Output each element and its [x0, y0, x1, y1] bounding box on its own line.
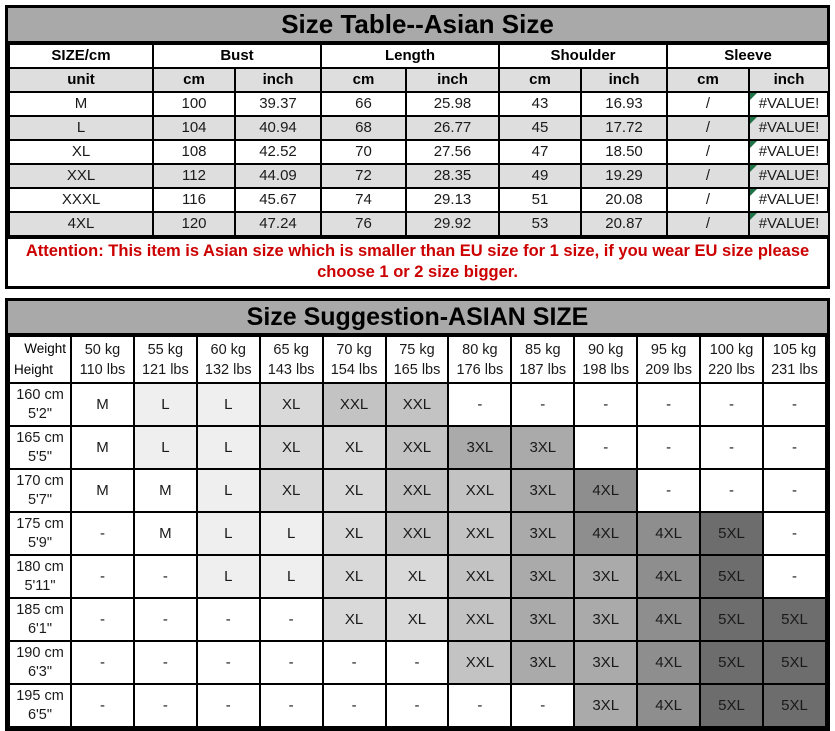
size-suggestion-cell: XL — [323, 555, 386, 598]
size-label-cell: 4XL — [9, 212, 153, 236]
unit-header-cell: cm — [499, 68, 581, 92]
weight-header-cell — [448, 336, 511, 383]
size-suggestion-cell: - — [386, 684, 449, 727]
suggestion-row-160-cm — [9, 383, 826, 426]
weight-height-corner-cell — [9, 336, 71, 383]
size-suggestion-cell: 4XL — [637, 512, 700, 555]
size-suggestion-cell: 4XL — [637, 555, 700, 598]
weight-lbs-label: 121 lbs — [141, 361, 189, 378]
size-suggestion-cell: 3XL — [574, 555, 637, 598]
measurement-cell: 100 — [153, 92, 235, 116]
weight-lbs-label: 198 lbs — [582, 361, 630, 378]
weight-kg-label: 75 kg — [399, 341, 435, 358]
size-suggestion-cell: 3XL — [511, 512, 574, 555]
size-row-4xl — [9, 212, 829, 236]
size-label-cell: XXL — [9, 164, 153, 188]
size-suggestion-cell: - — [386, 641, 449, 684]
height-header-cell — [9, 512, 71, 555]
weight-lbs-label: 187 lbs — [519, 361, 567, 378]
size-suggestion-cell: 4XL — [637, 684, 700, 727]
size-suggestion-cell: 5XL — [763, 684, 826, 727]
size-suggestion-cell: - — [763, 426, 826, 469]
size-suggestion-cell: 4XL — [637, 598, 700, 641]
height-ft-label: 5'7" — [27, 491, 53, 508]
size-suggestion-cell: XL — [386, 555, 449, 598]
weight-kg-label: 55 kg — [147, 341, 184, 358]
height-ft-label: 6'3" — [27, 663, 53, 680]
measurement-cell: 28.35 — [406, 164, 499, 188]
size-suggestion-cell: - — [637, 426, 700, 469]
unit-header-cell: inch — [581, 68, 667, 92]
column-group-size-cm: SIZE/cm — [9, 44, 153, 68]
value-error-cell: #VALUE! — [749, 212, 829, 236]
measurement-cell: / — [667, 92, 749, 116]
size-suggestion-cell: L — [260, 555, 323, 598]
size-table-title: Size Table--Asian Size — [8, 8, 827, 43]
size-suggestion-cell: - — [134, 684, 197, 727]
weight-header-cell — [511, 336, 574, 383]
size-table-unit-row — [9, 68, 829, 92]
weight-lbs-label: 231 lbs — [771, 361, 818, 378]
value-error-cell: #VALUE! — [749, 92, 829, 116]
size-suggestion-cell: - — [700, 426, 763, 469]
column-group-sleeve: Sleeve — [667, 44, 829, 68]
measurement-cell: 66 — [321, 92, 406, 116]
measurement-cell: 25.98 — [406, 92, 499, 116]
measurement-cell: 42.52 — [235, 140, 321, 164]
measurement-cell: 72 — [321, 164, 406, 188]
size-suggestion-cell: - — [323, 641, 386, 684]
size-suggestion-cell: 5XL — [763, 641, 826, 684]
measurement-cell: 26.77 — [406, 116, 499, 140]
size-suggestion-cell: L — [134, 383, 197, 426]
unit-header-cell: inch — [235, 68, 321, 92]
size-suggestion-cell: XL — [260, 426, 323, 469]
weight-kg-label: 85 kg — [525, 341, 561, 358]
measurement-cell: 17.72 — [581, 116, 667, 140]
height-ft-label: 5'11" — [24, 577, 56, 594]
size-table-header-row — [9, 44, 829, 68]
value-error-cell: #VALUE! — [749, 164, 829, 188]
size-suggestion-cell: - — [574, 426, 637, 469]
size-suggestion-cell: 3XL — [511, 426, 574, 469]
measurement-cell: 47.24 — [235, 212, 321, 236]
size-suggestion-cell: 5XL — [700, 512, 763, 555]
weight-header-cell — [323, 336, 386, 383]
measurement-cell: 49 — [499, 164, 581, 188]
weight-kg-label: 50 kg — [84, 341, 121, 358]
height-header-cell — [9, 383, 71, 426]
measurement-cell: 16.93 — [581, 92, 667, 116]
size-suggestion-cell: XXL — [386, 469, 449, 512]
size-suggestion-cell: XXL — [323, 383, 386, 426]
size-suggestion-cell: 4XL — [574, 469, 637, 512]
size-suggestion-cell: - — [448, 383, 511, 426]
measurement-cell: 20.08 — [581, 188, 667, 212]
size-row-xxxl — [9, 188, 829, 212]
size-suggestion-cell: L — [197, 555, 260, 598]
size-suggestion-cell: 3XL — [511, 469, 574, 512]
unit-header-cell: unit — [9, 68, 153, 92]
size-label-cell: L — [9, 116, 153, 140]
measurement-cell: / — [667, 212, 749, 236]
size-table-section — [5, 5, 830, 289]
value-error-cell: #VALUE! — [749, 140, 829, 164]
weight-kg-label: 90 kg — [587, 341, 624, 358]
measurement-cell: 19.29 — [581, 164, 667, 188]
weight-kg-label: 65 kg — [273, 341, 309, 358]
size-suggestion-cell: 3XL — [511, 555, 574, 598]
measurement-cell: 29.92 — [406, 212, 499, 236]
measurement-cell: 76 — [321, 212, 406, 236]
size-suggestion-cell: XL — [260, 383, 323, 426]
size-suggestion-cell: 3XL — [511, 598, 574, 641]
suggestion-row-195-cm — [9, 684, 826, 727]
size-label-cell: M — [9, 92, 153, 116]
weight-lbs-label: 110 lbs — [79, 361, 126, 378]
weight-header-cell — [386, 336, 449, 383]
size-suggestion-cell: XL — [386, 598, 449, 641]
column-group-length: Length — [321, 44, 499, 68]
weight-header-cell — [260, 336, 323, 383]
unit-header-cell: cm — [153, 68, 235, 92]
size-suggestion-cell: M — [134, 512, 197, 555]
size-suggestion-cell: XXL — [448, 641, 511, 684]
size-suggestion-cell: L — [260, 512, 323, 555]
measurement-cell: 70 — [321, 140, 406, 164]
suggestion-row-190-cm — [9, 641, 826, 684]
size-suggestion-cell: - — [134, 598, 197, 641]
size-suggestion-cell: - — [71, 512, 134, 555]
unit-header-cell: cm — [667, 68, 749, 92]
size-suggestion-cell: - — [511, 684, 574, 727]
size-suggestion-cell: L — [197, 426, 260, 469]
weight-header-cell — [134, 336, 197, 383]
weight-lbs-label: 220 lbs — [708, 361, 755, 378]
weight-header-cell — [763, 336, 826, 383]
size-suggestion-cell: L — [197, 512, 260, 555]
size-suggestion-cell: - — [71, 598, 134, 641]
size-suggestion-cell: - — [197, 641, 260, 684]
measurement-cell: 18.50 — [581, 140, 667, 164]
size-suggestion-cell: - — [134, 641, 197, 684]
size-suggestion-section — [5, 298, 830, 731]
size-suggestion-cell: XXL — [386, 512, 449, 555]
unit-header-cell: inch — [406, 68, 499, 92]
weight-header-cell — [71, 336, 134, 383]
size-suggestion-cell: M — [134, 469, 197, 512]
attention-note — [8, 237, 827, 286]
attention-line-2: choose 1 or 2 size bigger. — [317, 263, 518, 281]
size-suggestion-cell: XL — [260, 469, 323, 512]
measurement-cell: 108 — [153, 140, 235, 164]
size-suggestion-cell: 3XL — [448, 426, 511, 469]
measurement-cell: 45 — [499, 116, 581, 140]
size-suggestion-cell: M — [71, 426, 134, 469]
size-suggestion-cell: XXL — [386, 383, 449, 426]
size-suggestion-cell: 3XL — [511, 641, 574, 684]
suggestion-row-165-cm — [9, 426, 826, 469]
height-ft-label: 6'1" — [27, 620, 53, 637]
size-suggestion-cell: - — [260, 598, 323, 641]
size-suggestion-cell: - — [197, 684, 260, 727]
size-row-xxl — [9, 164, 829, 188]
size-suggestion-cell: 5XL — [700, 555, 763, 598]
size-suggestion-cell: - — [763, 469, 826, 512]
size-suggestion-cell: XXL — [448, 512, 511, 555]
size-suggestion-cell: M — [71, 383, 134, 426]
measurement-cell: 53 — [499, 212, 581, 236]
weight-lbs-label: 143 lbs — [267, 361, 315, 378]
size-suggestion-cell: 5XL — [700, 598, 763, 641]
size-label-cell: XL — [9, 140, 153, 164]
size-suggestion-cell: 4XL — [637, 641, 700, 684]
size-suggestion-cell: XXL — [448, 598, 511, 641]
height-header-cell — [9, 641, 71, 684]
size-suggestion-cell: - — [71, 641, 134, 684]
measurement-cell: / — [667, 188, 749, 212]
value-error-cell: #VALUE! — [749, 116, 829, 140]
size-suggestion-cell: 5XL — [700, 641, 763, 684]
height-ft-label: 5'5" — [27, 448, 53, 465]
height-cm-label: 165 cm — [16, 429, 64, 446]
size-row-l — [9, 116, 829, 140]
size-suggestion-cell: - — [763, 512, 826, 555]
height-header-cell — [9, 469, 71, 512]
size-suggestion-cell: 3XL — [574, 598, 637, 641]
size-suggestion-cell: - — [323, 684, 386, 727]
height-cm-label: 170 cm — [16, 472, 64, 489]
weight-kg-label: 100 kg — [709, 341, 754, 358]
height-cm-label: 195 cm — [16, 687, 64, 704]
weight-kg-label: 105 kg — [772, 341, 817, 358]
height-cm-label: 180 cm — [16, 558, 64, 575]
size-suggestion-cell: XL — [323, 469, 386, 512]
weight-header-cell — [637, 336, 700, 383]
size-suggestion-cell: - — [763, 383, 826, 426]
corner-weight-label: Weight — [24, 341, 66, 356]
weight-header-cell — [574, 336, 637, 383]
size-suggestion-cell: - — [448, 684, 511, 727]
weight-lbs-label: 209 lbs — [645, 361, 692, 378]
measurement-cell: / — [667, 116, 749, 140]
unit-header-cell: inch — [749, 68, 829, 92]
suggestion-row-185-cm — [9, 598, 826, 641]
size-suggestion-cell: - — [637, 383, 700, 426]
suggestion-row-180-cm — [9, 555, 826, 598]
size-suggestion-cell: - — [700, 383, 763, 426]
size-label-cell: XXXL — [9, 188, 153, 212]
size-suggestion-cell: - — [260, 641, 323, 684]
size-suggestion-cell: 3XL — [574, 684, 637, 727]
size-suggestion-cell: XXL — [448, 469, 511, 512]
weight-header-cell — [700, 336, 763, 383]
measurement-cell: 27.56 — [406, 140, 499, 164]
measurement-cell: 120 — [153, 212, 235, 236]
size-suggestion-cell: - — [700, 469, 763, 512]
height-ft-label: 5'9" — [27, 534, 53, 551]
weight-header-row — [9, 336, 826, 383]
size-suggestion-cell: - — [197, 598, 260, 641]
weight-lbs-label: 132 lbs — [204, 361, 252, 378]
measurement-cell: 47 — [499, 140, 581, 164]
weight-kg-label: 70 kg — [336, 341, 372, 358]
size-suggestion-cell: - — [574, 383, 637, 426]
size-suggestion-cell: XL — [323, 426, 386, 469]
measurement-cell: 51 — [499, 188, 581, 212]
height-cm-label: 190 cm — [16, 644, 64, 661]
suggestion-row-170-cm — [9, 469, 826, 512]
height-cm-label: 175 cm — [16, 515, 64, 532]
measurement-cell: / — [667, 140, 749, 164]
measurement-cell: 39.37 — [235, 92, 321, 116]
measurement-cell: 68 — [321, 116, 406, 140]
size-suggestion-cell: 3XL — [574, 641, 637, 684]
measurement-cell: / — [667, 164, 749, 188]
height-cm-label: 185 cm — [16, 601, 64, 618]
measurement-cell: 29.13 — [406, 188, 499, 212]
size-suggestion-cell: M — [71, 469, 134, 512]
size-suggestion-cell: L — [197, 469, 260, 512]
measurement-cell: 104 — [153, 116, 235, 140]
size-suggestion-cell: XXL — [448, 555, 511, 598]
size-suggestion-cell: - — [637, 469, 700, 512]
size-table — [8, 43, 830, 237]
size-suggestion-cell: - — [71, 555, 134, 598]
size-suggestion-cell: XXL — [386, 426, 449, 469]
height-cm-label: 160 cm — [16, 386, 64, 403]
size-suggestion-title: Size Suggestion-ASIAN SIZE — [8, 301, 827, 335]
measurement-cell: 74 — [321, 188, 406, 212]
weight-lbs-label: 176 lbs — [456, 361, 504, 378]
height-header-cell — [9, 426, 71, 469]
size-row-m — [9, 92, 829, 116]
weight-kg-label: 80 kg — [462, 341, 498, 358]
height-ft-label: 5'2" — [27, 405, 53, 422]
weight-header-cell — [197, 336, 260, 383]
height-ft-label: 6'5" — [27, 706, 53, 723]
measurement-cell: 20.87 — [581, 212, 667, 236]
attention-line-1: Attention: This item is Asian size which is smaller than EU size for 1 size, if you wear EU size please — [25, 242, 810, 260]
size-suggestion-cell: - — [763, 555, 826, 598]
suggestion-row-175-cm — [9, 512, 826, 555]
size-suggestion-cell: - — [134, 555, 197, 598]
measurement-cell: 45.67 — [235, 188, 321, 212]
column-group-bust: Bust — [153, 44, 321, 68]
measurement-cell: 44.09 — [235, 164, 321, 188]
size-suggestion-cell: XL — [323, 598, 386, 641]
weight-lbs-label: 165 lbs — [393, 361, 441, 378]
weight-lbs-label: 154 lbs — [330, 361, 378, 378]
value-error-cell: #VALUE! — [749, 188, 829, 212]
size-suggestion-cell: - — [71, 684, 134, 727]
size-suggestion-cell: XL — [323, 512, 386, 555]
measurement-cell: 112 — [153, 164, 235, 188]
height-header-cell — [9, 555, 71, 598]
measurement-cell: 40.94 — [235, 116, 321, 140]
weight-kg-label: 60 kg — [210, 341, 246, 358]
size-row-xl — [9, 140, 829, 164]
size-suggestion-table — [8, 335, 827, 728]
measurement-cell: 43 — [499, 92, 581, 116]
corner-height-label: Height — [14, 362, 54, 377]
column-group-shoulder: Shoulder — [499, 44, 667, 68]
weight-kg-label: 95 kg — [650, 341, 687, 358]
size-suggestion-cell: 4XL — [574, 512, 637, 555]
size-suggestion-cell: 5XL — [763, 598, 826, 641]
measurement-cell: 116 — [153, 188, 235, 212]
size-suggestion-cell: 5XL — [700, 684, 763, 727]
size-suggestion-cell: L — [197, 383, 260, 426]
unit-header-cell: cm — [321, 68, 406, 92]
size-suggestion-cell: L — [134, 426, 197, 469]
size-suggestion-cell: - — [260, 684, 323, 727]
size-suggestion-cell: - — [511, 383, 574, 426]
height-header-cell — [9, 684, 71, 727]
height-header-cell — [9, 598, 71, 641]
